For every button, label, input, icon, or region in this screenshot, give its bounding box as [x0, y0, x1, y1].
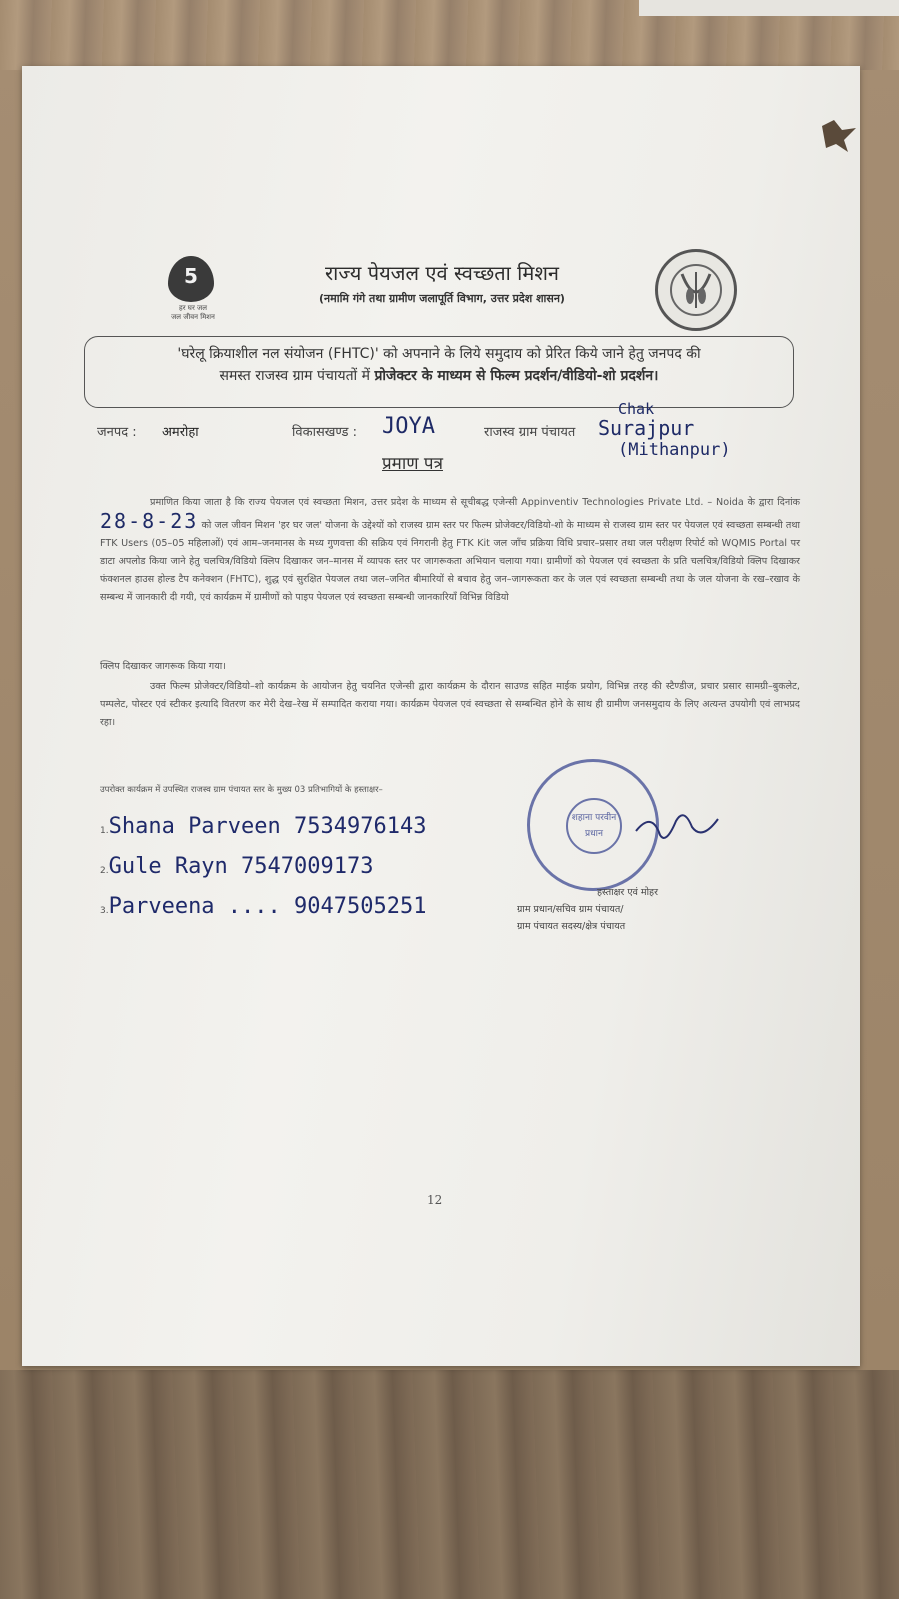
block-value: JOYA — [382, 414, 435, 439]
certificate-document — [22, 66, 860, 1366]
panchayat-value: Surajpur — [598, 416, 695, 440]
certificate-paragraph-2: उक्त फिल्म प्रोजेक्टर/विडियो–शो कार्यक्रम के आयोजन हेतु चयनित एजेन्सी द्वारा कार्यक्रम के दौरान साउण्ड सहित माईक प्रयोग, विभिन्न तरह की स्टैण्डीज, प्रचार प्रसार सामग्री–बुकलेट, पम्पलेट, पोस्टर एवं स्टीकर इत्यादि वितरण कर मेरी देख–रेख में सम्पादित कराया गया। कार्यक्रम पेयजल एवं स्वच्छता से सम्बन्धित होने के साथ ही ग्रामीण जनसमुदाय के लिए अत्यन्त उपयोगी एवं लाभप्रद रहा। — [100, 681, 800, 728]
mission-subtitle: (नमामि गंगे तथा ग्रामीण जलापूर्ति विभाग, उत्तर प्रदेश शासन) — [319, 292, 565, 305]
para1-part-a: प्रमाणित किया जाता है कि राज्य पेयजल एवं स्वच्छता मिशन, उत्तर प्रदेश के माध्यम से सूचीबद्ध एजेन्सी Appinventiv Technologies Private Ltd. – Noida के द्वारा दिनांक — [150, 497, 800, 508]
signatories-intro: उपरोक्त कार्यक्रम में उपस्थित राजस्व ग्राम पंचायत स्तर के मुख्य 03 प्रतिभागियों के हस्ताक्षर– — [100, 785, 383, 795]
certificate-heading: प्रमाण पत्र — [382, 454, 443, 474]
panchayat-value-2: (Mithanpur) — [618, 440, 731, 460]
page-number: 12 — [427, 1193, 443, 1207]
para1-part-c: क्लिप दिखाकर जागरूक किया गया। — [100, 661, 226, 672]
background-paper-edge — [639, 0, 899, 16]
official-line-3: ग्राम पंचायत सदस्य/क्षेत्र पंचायत — [517, 921, 626, 932]
official-line-1: हस्ताक्षर एवं मोहर — [597, 887, 658, 898]
signatory-1: 1.Shana Parveen 7534976143 — [100, 814, 427, 839]
logo-caption: हर घर जल — [179, 304, 207, 312]
up-govt-emblem-icon — [655, 249, 737, 331]
district-value: अमरोहा — [162, 425, 199, 440]
official-line-2: ग्राम प्रधान/सचिव ग्राम पंचायत/ — [517, 904, 624, 915]
banner-line-2a: समस्त राजस्व ग्राम पंचायतों में — [219, 368, 371, 384]
program-banner — [84, 336, 794, 408]
banner-line-2b: प्रोजेक्टर के माध्यम से फिल्म प्रदर्शन/वीडियो-शो प्रदर्शन। — [374, 368, 659, 384]
wooden-surface-bottom — [0, 1370, 899, 1599]
mission-title: राज्य पेयजल एवं स्वच्छता मिशन — [324, 261, 560, 285]
para1-part-b: को जल जीवन मिशन 'हर घर जल' योजना के उद्देश्यों को राजस्व ग्राम स्तर पर फिल्म प्रोजेक्टर/विडियो-शो के माध्यम से राजस्व ग्राम स्तर पर पेयजल एवं स्वच्छता सम्बन्धी तथा FTK Users (05–05 महिलाओं) एवं आम–जनमानस के मध्य गुणवत्ता की सक्रिय एवं निगरानी हेतु FTK Kit जल जाँच प्रक्रिया विधि प्रचार–प्रसार तथा जल परीक्षण रिपोर्ट को WQMIS Portal पर डाटा अपलोड किया जाने हेतु चलचित्र/विडियो क्लिप दिखाकर जन–मानस में व्यापक स्तर पर जागरूकता अभियान चलाया गया। ग्रामीणों को पेयजल एवं स्वच्छता के प्रति चलचित्र/विडियो क्लिप दिखाकर फंक्शनल हाउस होल्ड टैप कनेक्शन (FHTC), शुद्ध एवं सुरक्षित पेयजल तथा जल–जनित बीमारियों से बचाव हेतु जन–जागरूकता कर के जल एवं स्वच्छता सम्बन्धी तथा के जल योजना के रख–रखाव के सम्बन्ध में जानकारी दी गयी, एवं कार्यक्रम में ग्रामीणों को पाइप पेयजल एवं स्वच्छता सम्बन्धी जानकारियाँ विभिन्न विडियो — [100, 520, 801, 603]
district-label: जनपद : — [97, 425, 137, 440]
signatory-3: 3.Parveena .... 9047505251 — [100, 894, 427, 919]
event-date: 28-8-23 — [100, 509, 199, 533]
banner-line-1: 'घरेलू क्रियाशील नल संयोजन (FHTC)' को अपनाने के लिये समुदाय को प्रेरित किये जाने हेतु जनपद की — [177, 346, 701, 362]
torn-corner-icon — [822, 116, 860, 156]
stamp-title: प्रधान — [585, 829, 603, 839]
handwritten-signature-icon — [632, 801, 722, 851]
official-designation — [517, 884, 658, 935]
bow-and-fish-icon — [672, 266, 720, 314]
panchayat-value-top: Chak — [618, 400, 655, 418]
block-label: विकासखण्ड : — [292, 425, 358, 440]
certificate-paragraph-1 — [100, 494, 800, 607]
signatory-2: 2.Gule Rayn 7547009173 — [100, 854, 374, 879]
stamp-name: शहाना परवीन — [571, 813, 617, 823]
panchayat-label: राजस्व ग्राम पंचायत — [484, 425, 576, 440]
logo-caption-2: जल जीवन मिशन — [171, 313, 215, 321]
har-ghar-jal-logo: 5 हर घर जल जल जीवन मिशन — [154, 256, 232, 336]
